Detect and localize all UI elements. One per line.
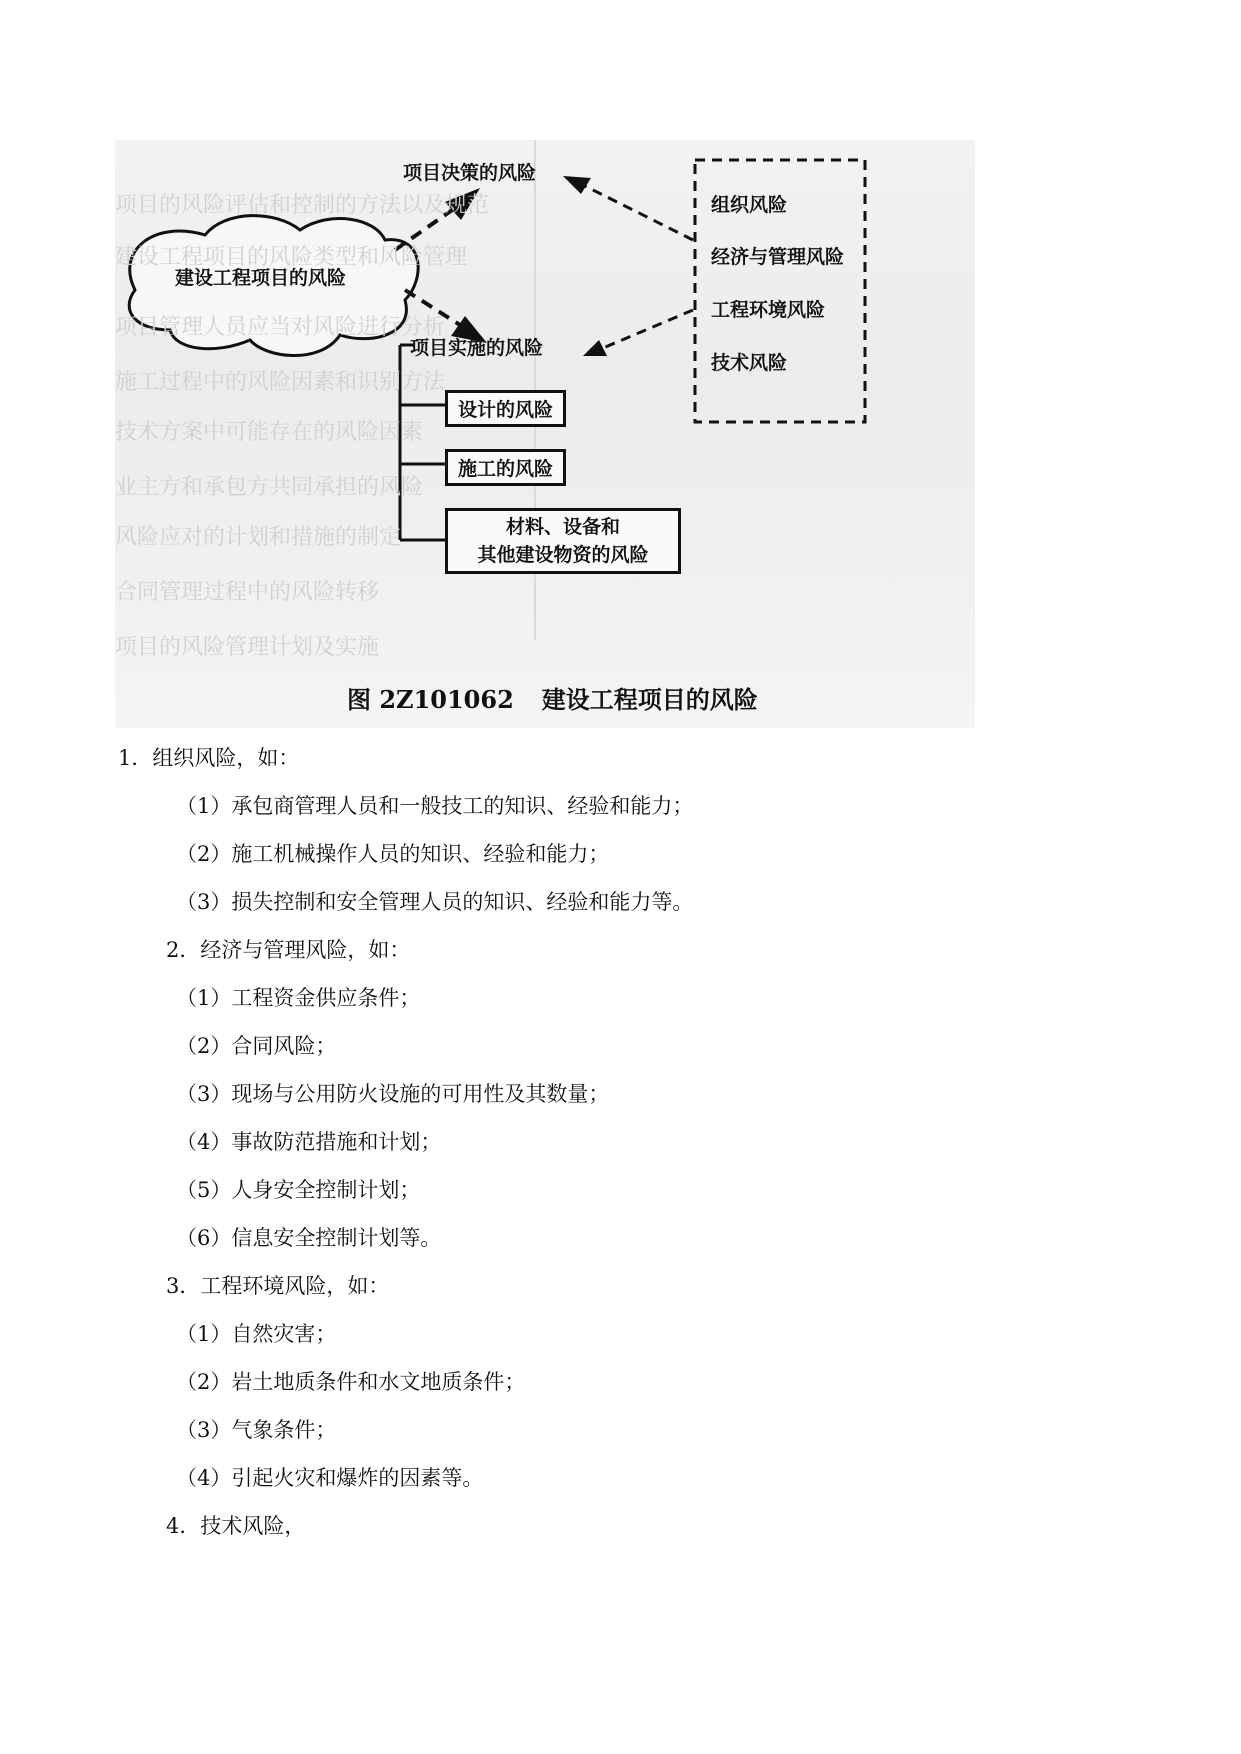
figure-caption [347, 680, 758, 715]
list-item: （3）现场与公用防火设施的可用性及其数量； [176, 1082, 610, 1106]
heading-environment-risk: 3．工程环境风险，如： [166, 1274, 390, 1298]
materials-risk-line-2: 其他建设物资的风险 [477, 544, 649, 566]
list-item: （3）损失控制和安全管理人员的知识、经验和能力等。 [176, 890, 694, 914]
list-item: （4）引起火灾和爆炸的因素等。 [176, 1466, 484, 1490]
design-risk-box [445, 390, 566, 427]
figure-caption-id: 图 2Z101062 [347, 685, 514, 714]
list-item: （1）工程资金供应条件； [176, 986, 421, 1010]
decision-risk-label: 项目决策的风险 [403, 162, 537, 184]
figure-caption-title: 建设工程项目的风险 [541, 685, 758, 714]
dashed-item-technical: 技术风险 [711, 352, 788, 374]
dashed-item-organization: 组织风险 [711, 194, 788, 216]
dashed-arrow-box-to-implementation [603, 310, 693, 348]
risk-diagram-figure: 项目的风险评估和控制的方法以及规范 建设工程项目的风险类型和风险管理 项目管理人员应当对风险进行分析 施工过程中的风险因素和识别方法 技术方案中可能存在的风险因素 业主方和承包方共同承担的风险 风险应对的计划和措施的制定 合同管理过程中的风险转移 项目的风险管理计划及实施 建设工程项目的风险 项目决策的风险 项目实施的风险 设计的风险 施工的风险 材料、设备和 其他建设物资的风险 组织风险 经济与管理风险 工程环境风险 技术风险 图 2Z101062 建设工程项目的风险 [115, 140, 975, 728]
list-item: （2）岩土地质条件和水文地质条件； [176, 1370, 526, 1394]
list-item: （4）事故防范措施和计划； [176, 1130, 442, 1154]
dashed-item-economic: 经济与管理风险 [711, 246, 845, 268]
heading-economic-risk: 2．经济与管理风险，如： [166, 938, 411, 962]
design-risk-label: 设计的风险 [458, 399, 554, 421]
list-item: （2）施工机械操作人员的知识、经验和能力； [176, 842, 610, 866]
list-item: （1）自然灾害； [176, 1322, 337, 1346]
list-item: （5）人身安全控制计划； [176, 1178, 421, 1202]
list-item: （1）承包商管理人员和一般技工的知识、经验和能力； [176, 794, 694, 818]
construction-risk-label: 施工的风险 [458, 458, 554, 480]
materials-risk-box [445, 508, 681, 574]
heading-organization-risk: 1．组织风险，如： [118, 746, 300, 770]
materials-risk-line-1: 材料、设备和 [505, 516, 620, 538]
construction-risk-box [445, 449, 566, 486]
cloud-label: 建设工程项目的风险 [175, 267, 347, 289]
list-item: （3）气象条件； [176, 1418, 337, 1442]
dashed-item-environment: 工程环境风险 [711, 299, 826, 321]
heading-technical-risk: 4．技术风险， [166, 1514, 306, 1538]
implementation-risk-label: 项目实施的风险 [410, 337, 544, 359]
list-item: （6）信息安全控制计划等。 [176, 1226, 442, 1250]
list-item: （2）合同风险； [176, 1034, 337, 1058]
dashed-arrow-box-to-decision [583, 185, 693, 240]
